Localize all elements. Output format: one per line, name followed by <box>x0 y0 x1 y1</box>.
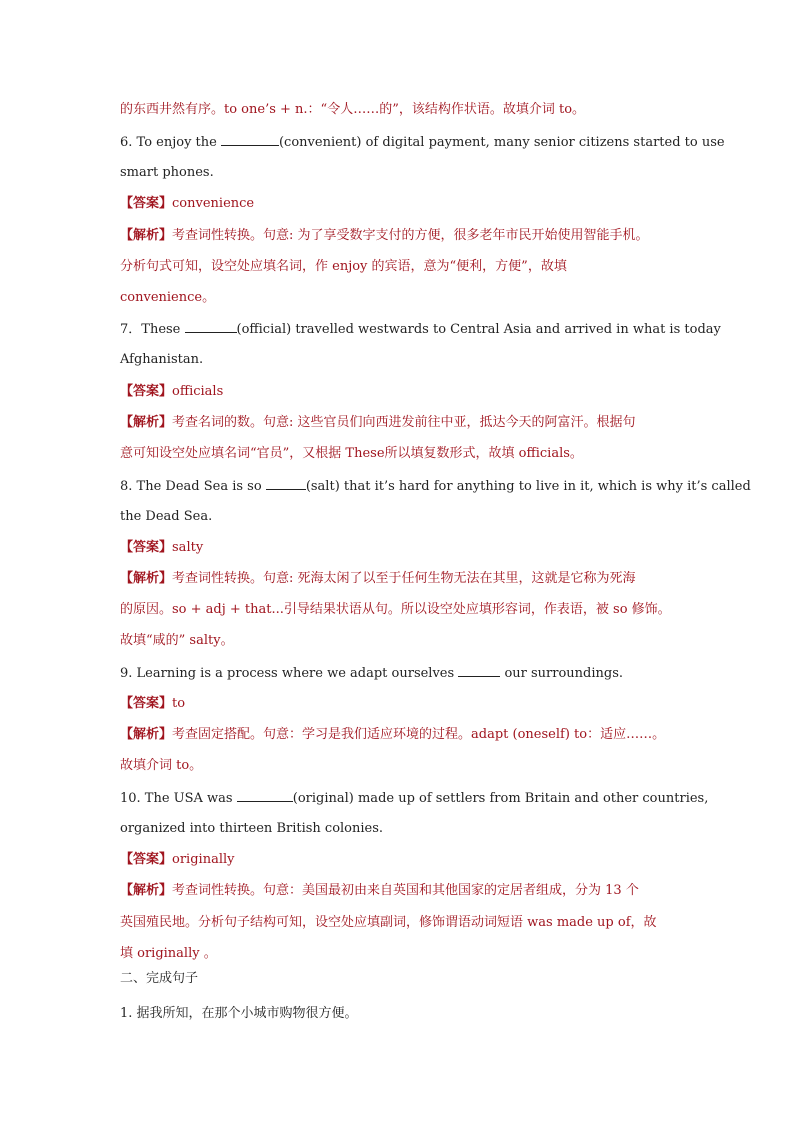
question-8-line-1: 8. The Dead Sea is so (salt) that it’s hard for anything to live in it, which is why it’s called <box>120 476 751 497</box>
explanation-10-line-1: 【解析】考查词性转换。句意：美国最初由来自英国和其他国家的定居者组成，分为 13 个 <box>120 883 639 898</box>
explanation-10-line-2: 英国殖民地。分析句子结构可知，设空处应填副词，修饰谓语动词短语 was made up of，故 <box>120 915 657 930</box>
question-10-line-1: 10. The USA was (original) made up of settlers from Britain and other countries, <box>120 788 708 809</box>
answer-blank <box>237 788 293 802</box>
question-6-line-1: 6. To enjoy the (convenient) of digital payment, many senior citizens started to use <box>120 132 725 153</box>
explanation-9-line-1: 【解析】考查固定搭配。句意：学习是我们适应环境的过程。adapt (oneself) to：适应……。 <box>120 727 666 742</box>
explanation-10-line-3: 填 originally 。 <box>120 946 217 961</box>
sentence-completion-1: 1. 据我所知，在那个小城市购物很方便。 <box>120 1006 358 1021</box>
explanation-6-line-1: 【解析】考查词性转换。句意: 为了享受数字支付的方便，很多老年市民开始使用智能手机。 <box>120 228 649 243</box>
question-8-line-2: the Dead Sea. <box>120 509 213 524</box>
explanation-7-line-1: 【解析】考查名词的数。句意: 这些官员们向西进发前往中亚，抵达今天的阿富汗。根据句 <box>120 415 636 430</box>
question-6-line-2: smart phones. <box>120 165 214 180</box>
explanation-8-line-3: 故填“咸的” salty。 <box>120 633 234 648</box>
answer-7: 【答案】officials <box>120 384 224 399</box>
answer-10: 【答案】originally <box>120 852 235 867</box>
explanation-6-line-2: 分析句式可知，设空处应填名词，作 enjoy 的宾语，意为“便利，方便”，故填 <box>120 259 567 274</box>
answer-blank <box>266 476 306 490</box>
explanation-9-line-2: 故填介词 to。 <box>120 758 203 773</box>
question-10-line-2: organized into thirteen British colonies. <box>120 821 384 836</box>
explanation-6-line-3: convenience。 <box>120 290 216 305</box>
answer-blank <box>458 663 500 677</box>
answer-6: 【答案】convenience <box>120 196 255 211</box>
explanation-8-line-1: 【解析】考查词性转换。句意: 死海太闲了以至于任何生物无法在其里，这就是它称为死海 <box>120 571 636 586</box>
section-heading: 二、完成句子 <box>120 971 199 986</box>
answer-blank <box>185 319 237 333</box>
answer-8: 【答案】salty <box>120 540 204 555</box>
answer-9: 【答案】to <box>120 696 186 711</box>
prev-explanation-tail: 的东西井然有序。to one’s + n.：“令人……的”，该结构作状语。故填介词 to。 <box>120 102 586 117</box>
answer-blank <box>221 132 279 146</box>
question-9: 9. Learning is a process where we adapt ourselves our surroundings. <box>120 663 623 684</box>
explanation-8-line-2: 的原因。so + adj + that...引导结果状语从句。所以设空处应填形容词，作表语，被 so 修饰。 <box>120 602 671 617</box>
question-7-line-2: Afghanistan. <box>120 352 204 367</box>
question-7-line-1: 7．These (official) travelled westwards to Central Asia and arrived in what is today <box>120 319 721 340</box>
explanation-7-line-2: 意可知设空处应填名词“官员”，又根据 These所以填复数形式，故填 officials。 <box>120 446 583 461</box>
